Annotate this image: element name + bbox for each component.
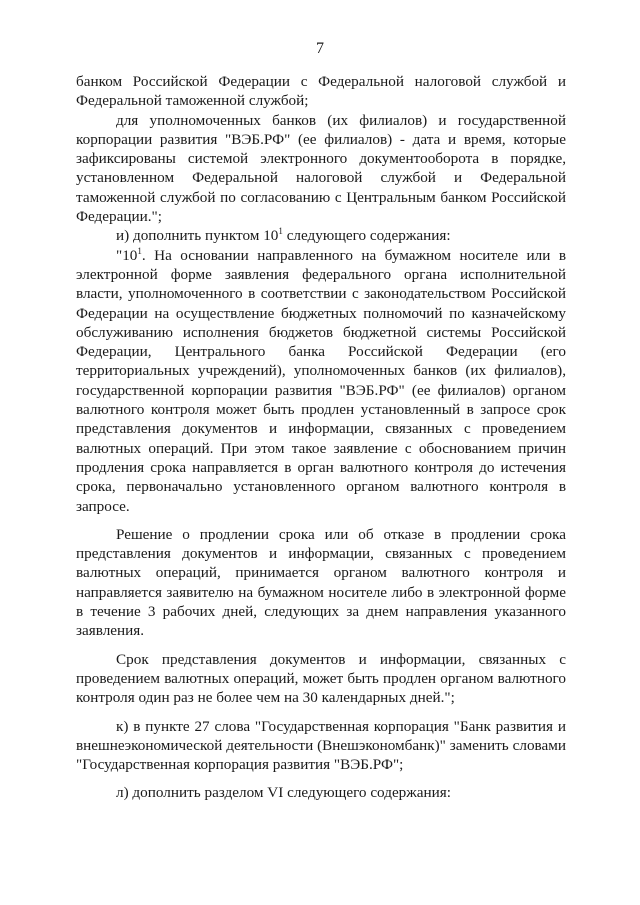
paragraph-point-10-1 — [76, 246, 566, 516]
superscript: 1 — [278, 226, 283, 237]
point-10-1-text: . На основании направленного на бумажном носителе или в электронной форме заявления федерального органа исполнительной власти, уполномоченного в соответствии с законодательством Российской Федерации на осуществление бюджетных полномочий по казначейскому обслуживанию исполнения бюджетов бюджетной системы Российской Федерации, Центрального банка Российской Федерации (его территориальных учреждений), уполномоченных банков (их филиалов), государственной корпорации развития "ВЭБ.РФ" (ее филиалов) органом валютного контроля может быть продлен установленный в запросе срок представления документов и информации, связанных с проведением валютных операций. При этом такое заявление с обоснованием причин продления срока направляется в орган валютного контроля до истечения срока, первоначально установленного органом валютного контроля в запросе. — [76, 246, 566, 515]
paragraph-extension-term: Срок представления документов и информации, связанных с проведением валютных операций, может быть продлен органом валютного контроля один раз не более чем на 30 календарных дней."; — [76, 650, 566, 707]
superscript: 1 — [137, 245, 142, 256]
paragraph-authorized-banks: для уполномоченных банков (их филиалов) и государственной корпорации развития "ВЭБ.РФ" (ее филиалов) - дата и время, которые зафиксированы системой электронного документооборота в порядке, установленном Федеральной налоговой службой и Федеральной таможенной службой по согласованию с Центральным банком Российской Федерации."; — [76, 111, 566, 226]
paragraph-extension-decision: Решение о продлении срока или об отказе в продлении срока представления документов и информации, связанных с проведением валютных операций, принимается органом валютного контроля и направляется заявителю на бумажном носителе либо в электронной форме в течение 3 рабочих дней, следующих за днем направления указанного заявления. — [76, 525, 566, 640]
paragraph-continuation: банком Российской Федерации с Федеральной налоговой службой и Федеральной таможенной службой; — [76, 73, 566, 110]
amendment-i-text-end: следующего содержания: — [282, 227, 451, 245]
page-number: 7 — [316, 40, 324, 57]
amendment-i-text: и) дополнить пунктом 10 — [116, 227, 279, 245]
paragraph-amendment-k: к) в пункте 27 слова "Государственная корпорация "Банк развития и внешнеэкономической деятельности (Внешэкономбанк)" заменить словами "Государственная корпорация развития "ВЭБ.РФ"; — [76, 717, 566, 774]
point-10-1-number: "10 — [116, 246, 138, 264]
paragraph-amendment-i — [76, 226, 566, 245]
paragraph-amendment-l: л) дополнить разделом VI следующего содержания: — [116, 784, 451, 802]
document-body — [76, 72, 566, 803]
